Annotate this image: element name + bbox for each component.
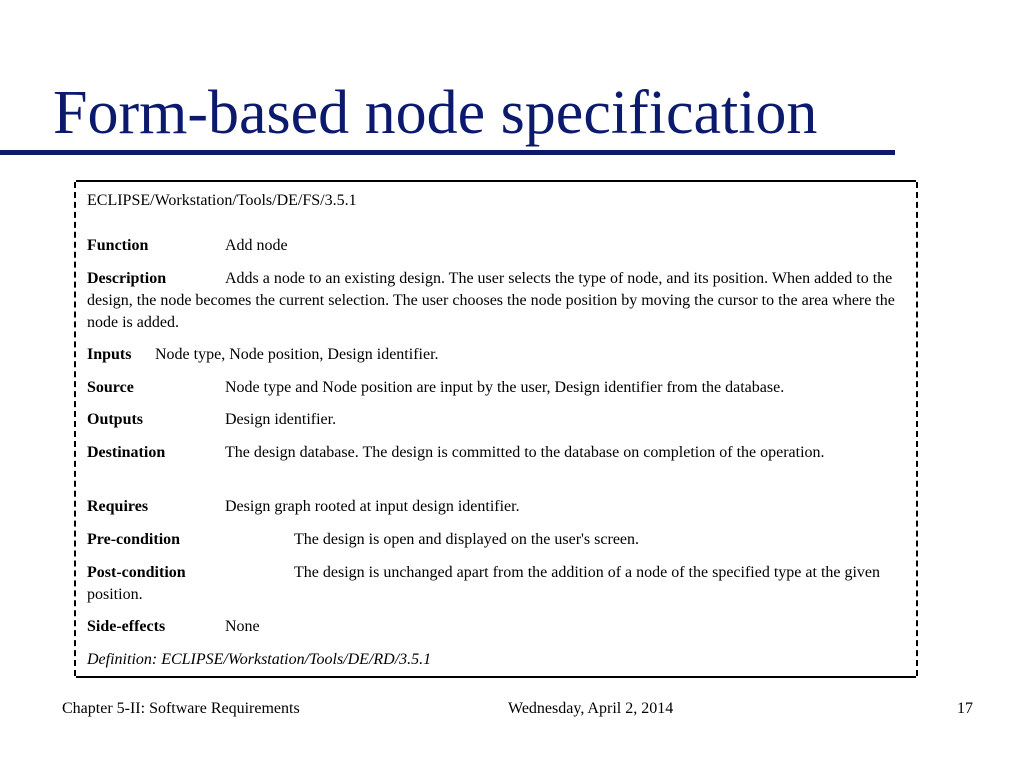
function-row [87,235,904,257]
title-underline [0,150,895,155]
destination-label: Destination [87,444,166,461]
sideeffects-row [87,616,904,638]
postcondition-row [87,562,904,606]
precondition-row [87,529,904,551]
requires-value: Design graph rooted at input design identifier. [225,498,520,515]
source-label: Source [87,379,134,396]
postcondition-value: The design is unchanged apart from the addition of a node of the specified type at the given position. [87,564,881,603]
function-label: Function [87,237,149,254]
precondition-label: Pre-condition [87,531,181,548]
footer-chapter: Chapter 5-II: Software Requirements [62,700,300,717]
requires-row [87,496,904,518]
outputs-value: Design identifier. [225,411,337,428]
outputs-label: Outputs [87,411,144,428]
inputs-row [87,344,904,366]
destination-row [87,442,904,464]
slide-title: Form-based node specification [53,79,818,147]
form-identifier-row [87,190,904,212]
definition-reference: Definition: ECLIPSE/Workstation/Tools/DE/RD/3.5.1 [87,651,432,668]
inputs-value: Node type, Node position, Design identifier. [155,346,439,363]
postcondition-label: Post-condition [87,564,186,581]
specification-form [76,180,916,678]
form-left-border [74,182,76,676]
footer-page-number: 17 [957,700,973,717]
source-value: Node type and Node position are input by the user, Design identifier from the database. [225,379,785,396]
outputs-row [87,409,904,431]
source-row [87,377,904,399]
sideeffects-value: None [225,618,260,635]
description-row [87,268,904,334]
definition-row [87,649,904,671]
form-right-border [916,182,918,676]
requires-label: Requires [87,498,149,515]
footer-date: Wednesday, April 2, 2014 [508,700,674,717]
precondition-value: The design is open and displayed on the user's screen. [294,531,640,548]
description-value: Adds a node to an existing design. The user selects the type of node, and its position. When added to the design, the node becomes the current selection. The user chooses the node position by moving the cursor to the area where the node is added. [87,270,895,331]
description-label: Description [87,270,167,287]
destination-value: The design database. The design is committed to the database on completion of the operation. [225,444,825,461]
function-value: Add node [225,237,288,254]
form-identifier: ECLIPSE/Workstation/Tools/DE/FS/3.5.1 [87,192,357,209]
inputs-label: Inputs [87,346,132,363]
sideeffects-label: Side-effects [87,618,166,635]
